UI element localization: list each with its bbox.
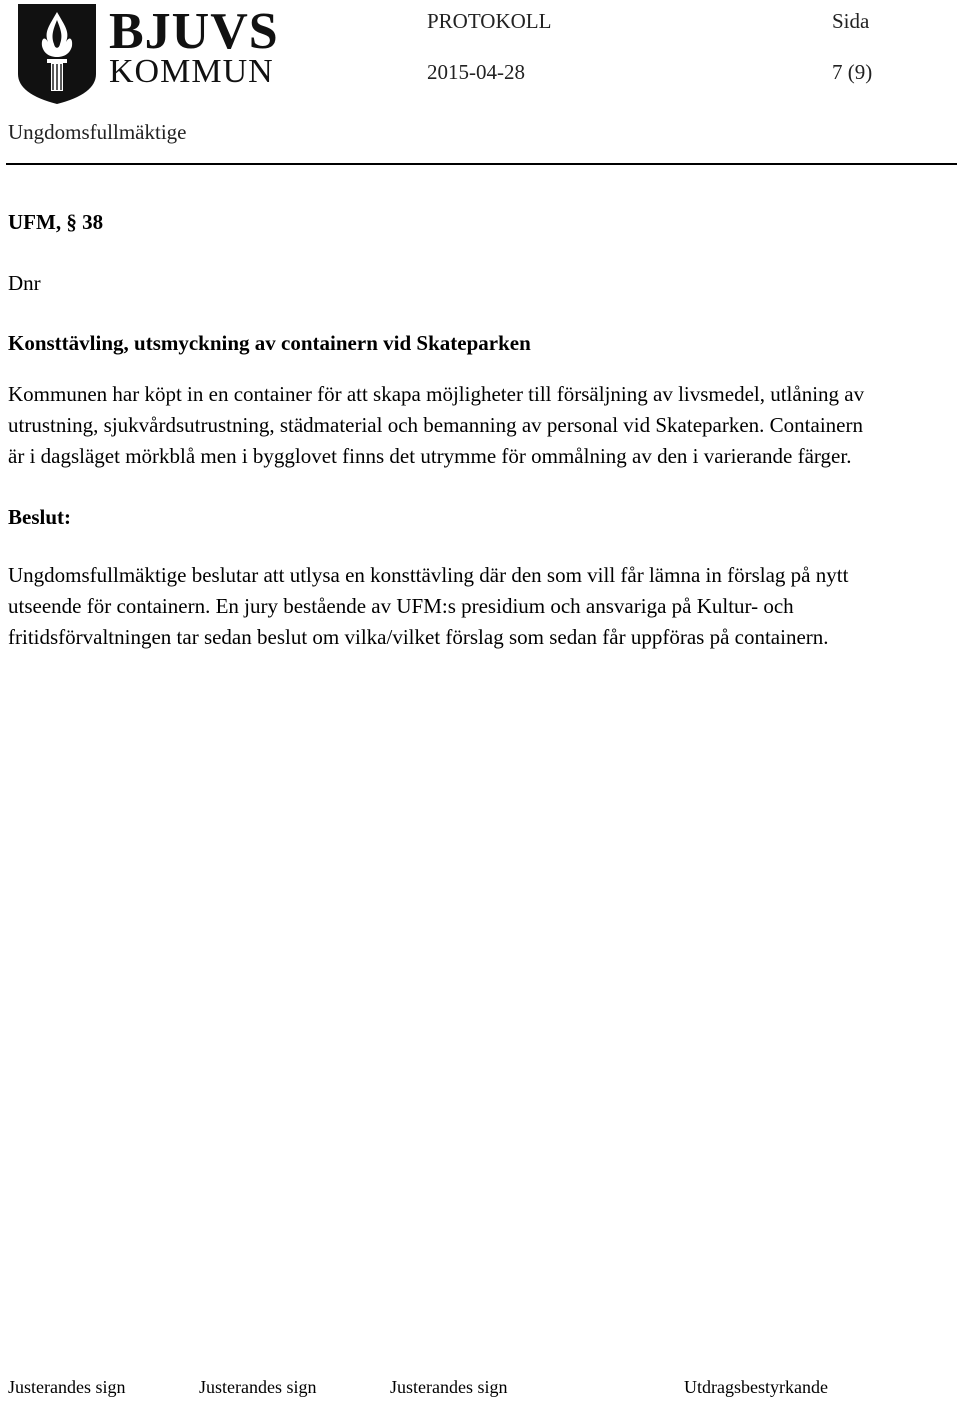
header-divider <box>6 163 957 165</box>
dnr-label: Dnr <box>8 271 41 295</box>
background-text <box>8 379 864 472</box>
torch-emblem-icon <box>14 2 100 106</box>
page-label: Sida <box>832 9 870 33</box>
body-name: Ungdomsfullmäktige <box>8 120 187 144</box>
text-line: utseende för containern. En jury bestående av UFM:s presidium och ansvariga på Kultur- och <box>8 594 794 618</box>
text-line: Kommunen har köpt in en container för att skapa möjligheter till försäljning av livsmedel, utlåning av <box>8 382 865 406</box>
signature-field-2: Justerandes sign <box>199 1377 317 1397</box>
document-type: PROTOKOLL <box>427 9 552 33</box>
extract-certification-field: Utdragsbestyrkande <box>684 1377 828 1397</box>
logo-wordmark-line2: KOMMUN <box>109 53 274 90</box>
signature-field-3: Justerandes sign <box>390 1377 508 1397</box>
item-title: Konsttävling, utsmyckning av containern vid Skateparken <box>8 331 531 355</box>
decision-text <box>8 560 848 653</box>
municipality-logo <box>14 2 279 106</box>
meeting-date: 2015-04-28 <box>427 60 525 84</box>
text-line: är i dagsläget mörkblå men i bygglovet finns det utrymme för ommålning av den i varierande färger. <box>8 444 852 468</box>
logo-wordmark-line1: BJUVS <box>109 3 279 60</box>
text-line: Ungdomsfullmäktige beslutar att utlysa en konsttävling där den som vill får lämna in förslag på nytt <box>8 563 849 587</box>
text-line: utrustning, sjukvårdsutrustning, städmaterial och bemanning av personal vid Skateparken. Containern <box>8 413 863 437</box>
signature-field-1: Justerandes sign <box>8 1377 126 1397</box>
text-line: fritidsförvaltningen tar sedan beslut om vilka/vilket förslag som sedan får uppföras på containern. <box>8 625 829 649</box>
page-number: 7 (9) <box>832 60 873 84</box>
paragraph-reference: UFM, § 38 <box>8 210 104 234</box>
decision-heading: Beslut: <box>8 505 71 529</box>
